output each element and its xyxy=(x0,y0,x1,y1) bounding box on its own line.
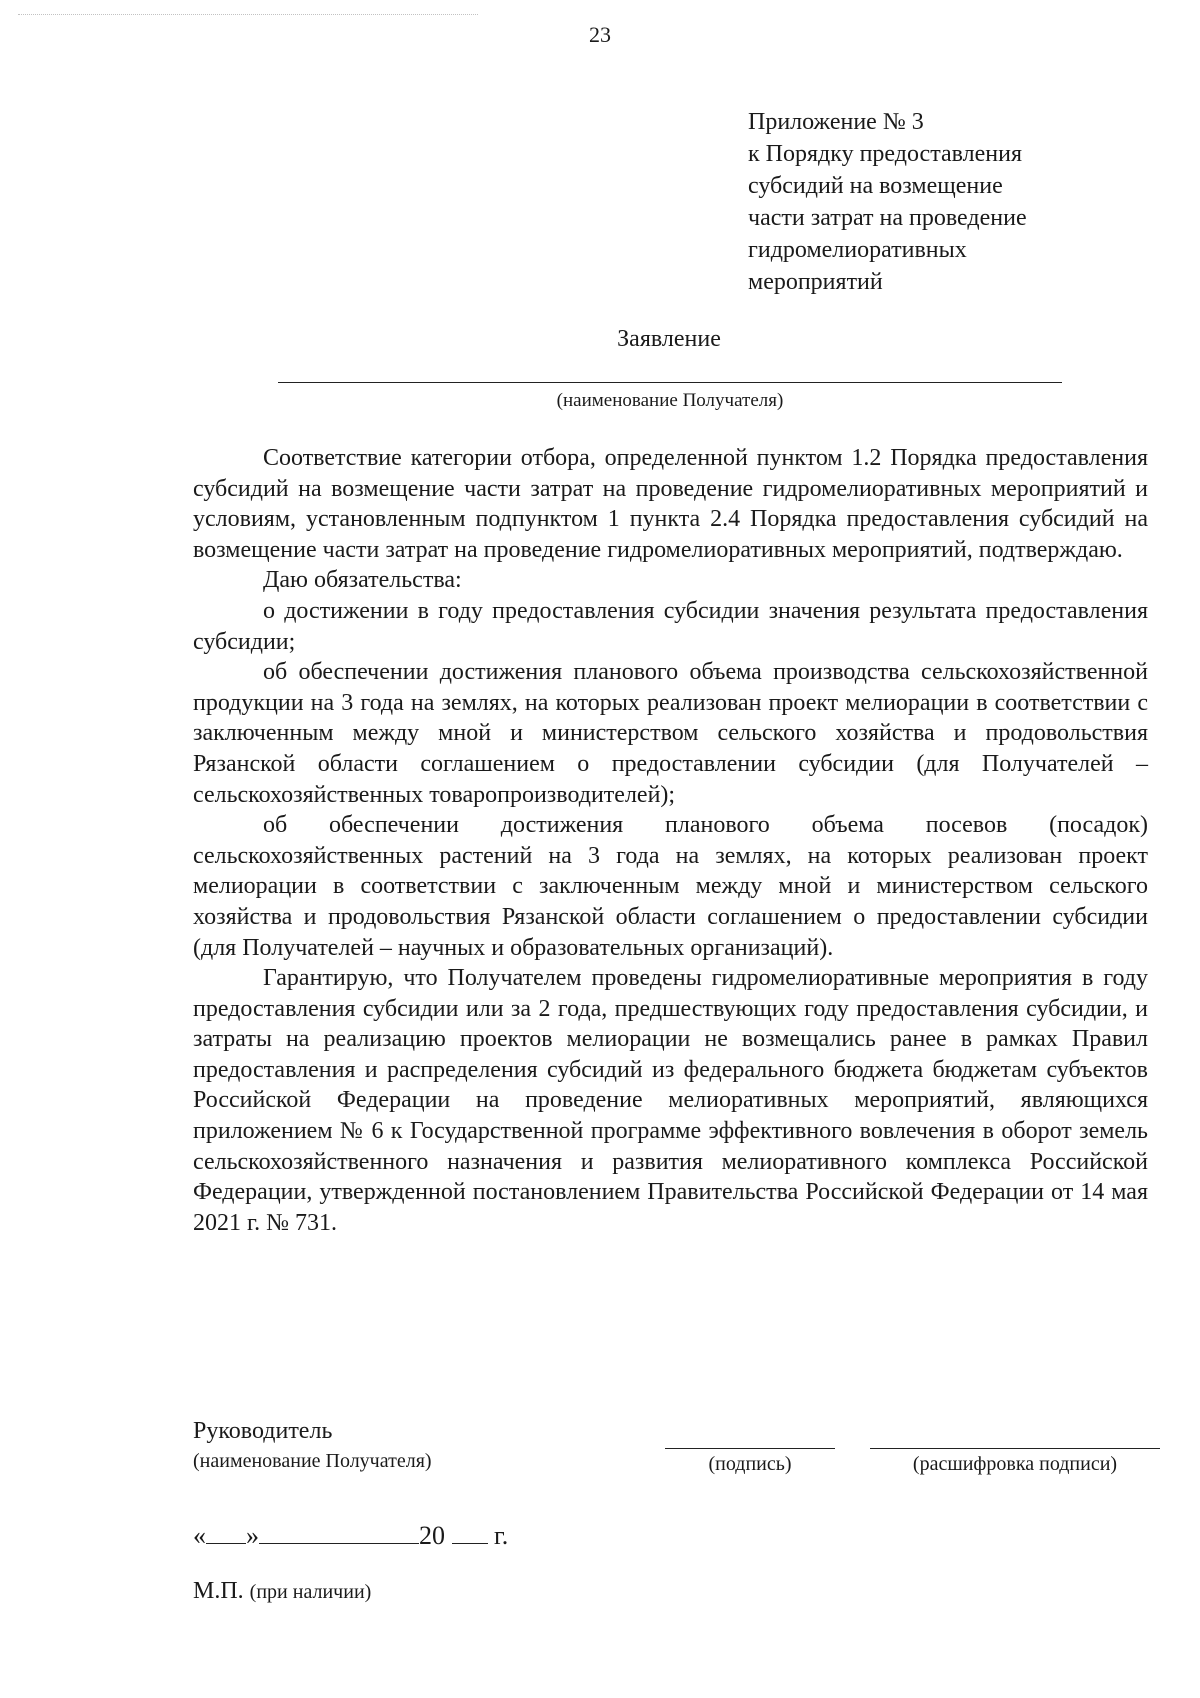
statement-body xyxy=(193,443,1148,1238)
date-year-suffix: г. xyxy=(494,1521,509,1550)
stamp-note: (при наличии) xyxy=(249,1581,372,1603)
head-signature-block xyxy=(193,1416,432,1476)
document-title: Заявление xyxy=(617,326,721,352)
appendix-line: мероприятий xyxy=(748,269,883,295)
appendix-line: части затрат на проведение xyxy=(748,205,1027,231)
date-day-field[interactable] xyxy=(206,1519,246,1544)
recipient-name-caption: (наименование Получателя) xyxy=(556,390,784,411)
date-line xyxy=(193,1519,508,1551)
paragraph-obligation-crops: об обеспечении достижения планового объема посевов (посадок) сельскохозяйственных растений на 3 года на землях, на которых реализован проект мелиорации в соответствии с заключенным между мной и министерством сельского хозяйства и продовольствия Рязанской области соглашением о предоставлении субсидии (для Получателей – научных и образовательных организаций). xyxy=(193,812,1148,961)
appendix-line: субсидий на возмещение xyxy=(748,173,1003,199)
stamp-label: М.П. xyxy=(193,1578,244,1604)
paragraph-category-confirmation: Соответствие категории отбора, определенной пунктом 1.2 Порядка предоставления субсидий на возмещение части затрат на проведение гидромелиоративных мероприятий и условиям, установленным подпунктом 1 пункта 2.4 Порядка предоставления субсидий на возмещение части затрат на проведение гидромелиоративных мероприятий, подтверждаю. xyxy=(193,445,1148,563)
date-year-field[interactable] xyxy=(452,1519,488,1544)
signature-decode-field[interactable] xyxy=(870,1448,1160,1449)
head-label: Руководитель xyxy=(193,1418,333,1444)
appendix-header xyxy=(748,106,1148,298)
paragraph-obligation-production: об обеспечении достижения планового объема производства сельскохозяйственной продукции на 3 года на землях, на которых реализован проект мелиорации в соответствии с заключенным между мной и министерством сельского хозяйства и продовольствия Рязанской области соглашением о предоставлении субсидии (для Получателей – сельскохозяйственных товаропроизводителей); xyxy=(193,659,1148,808)
page-number: 23 xyxy=(589,22,611,47)
signature-caption: (подпись) xyxy=(708,1453,792,1475)
head-caption: (наименование Получателя) xyxy=(193,1450,432,1472)
date-open-quote: « xyxy=(193,1521,206,1550)
appendix-line: гидромелиоративных xyxy=(748,237,967,263)
appendix-line: к Порядку предоставления xyxy=(748,141,1023,167)
date-close-quote: » xyxy=(246,1521,259,1550)
paragraph-obligation-result: о достижении в году предоставления субсидии значения результата предоставления субсидии; xyxy=(193,597,1148,655)
appendix-line: Приложение № 3 xyxy=(748,109,924,135)
scan-artifact xyxy=(18,14,478,21)
paragraph-obligations-intro: Даю обязательства: xyxy=(263,567,462,594)
recipient-name-field[interactable] xyxy=(278,382,1062,383)
stamp-place xyxy=(193,1578,371,1605)
paragraph-guarantee: Гарантирую, что Получателем проведены гидромелиоративные мероприятия в году предоставления субсидии или за 2 года, предшествующих году предоставления субсидии, и затраты на реализацию проектов мелиорации не возмещались ранее в рамках Правил предоставления и распределения субсидий из федерального бюджета бюджетам субъектов Российской Федерации на проведение мелиоративных мероприятий, являющихся приложением № 6 к Государственной программе эффективного вовлечения в оборот земель сельскохозяйственного назначения и развития мелиоративного комплекса Российской Федерации, утвержденной постановлением Правительства Российской Федерации от 14 мая 2021 г. № 731. xyxy=(193,965,1148,1236)
signature-decode-caption: (расшифровка подписи) xyxy=(912,1453,1118,1475)
date-year-prefix: 20 xyxy=(419,1521,445,1550)
signature-field[interactable] xyxy=(665,1448,835,1449)
date-month-field[interactable] xyxy=(259,1519,419,1544)
